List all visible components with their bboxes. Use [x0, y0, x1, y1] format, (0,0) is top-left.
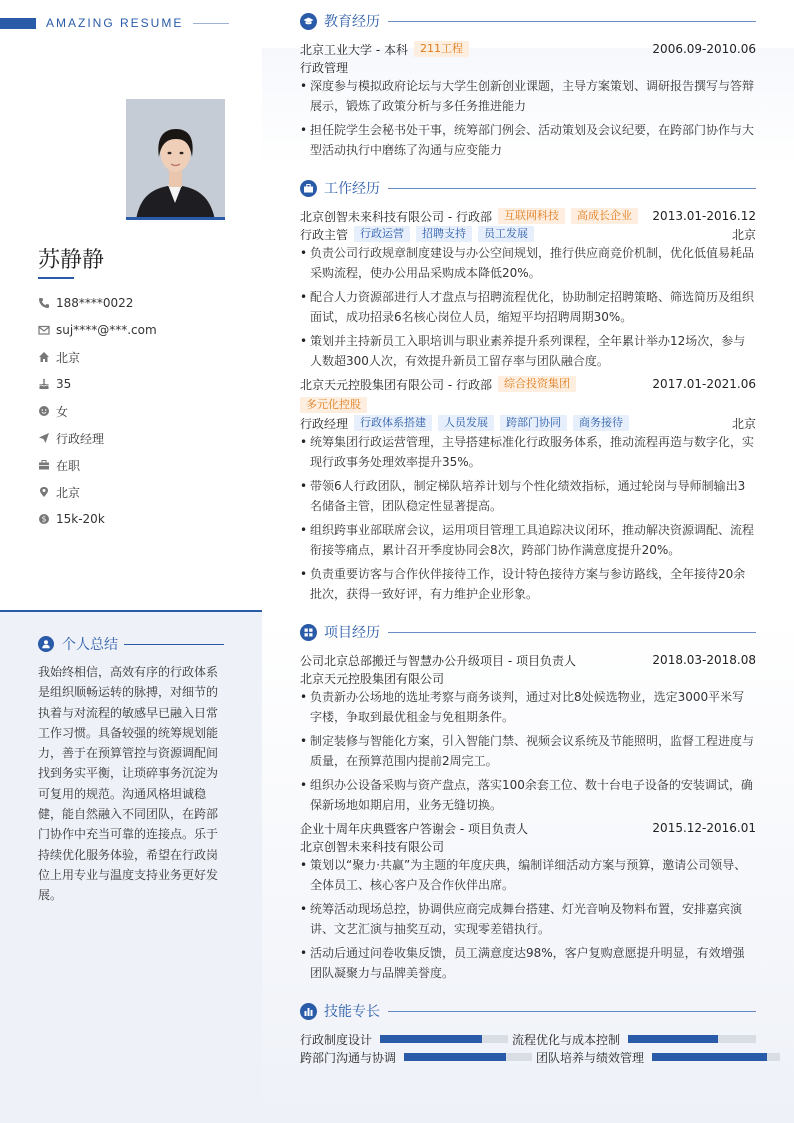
skill-item — [536, 1049, 780, 1065]
bar-chart-icon — [300, 1003, 317, 1020]
contact-text: 188****0022 — [56, 296, 134, 310]
contact-age — [38, 376, 238, 392]
skill-bar — [652, 1053, 780, 1061]
project-date: 2015.12-2016.01 — [652, 821, 756, 835]
avatar — [126, 99, 225, 220]
section-divider — [388, 188, 756, 189]
education-date: 2006.09-2010.06 — [652, 42, 756, 56]
project-company: 北京创智未来科技有限公司 — [300, 839, 445, 854]
skills-title: 技能专长 — [324, 1004, 380, 1020]
skill-tag: 商务接待 — [573, 415, 629, 431]
job-city: 北京 — [731, 227, 756, 242]
skill-tag: 人员发展 — [438, 415, 494, 431]
job-position-row — [300, 415, 756, 431]
contact-location — [38, 484, 238, 500]
job-company-row — [300, 376, 756, 392]
contact-text: suj****@***.com — [56, 323, 157, 337]
skill-bar — [404, 1053, 532, 1061]
skill-bar — [380, 1035, 508, 1043]
summary-divider — [124, 644, 224, 645]
graduation-cap-icon — [300, 13, 317, 30]
work-header — [300, 178, 756, 198]
contact-text: 在职 — [56, 458, 81, 473]
work-title: 工作经历 — [324, 181, 380, 197]
job-company-row — [300, 208, 756, 224]
job-bullet: • 组织跨事业部联席会议，运用项目管理工具追踪决议闭环，推动解决资源调配、流程衔接等痛点，累计召开季度协同会8次，跨部门协作满意度提升20%。 — [300, 520, 756, 560]
svg-text:$: $ — [41, 514, 47, 524]
job-bullet: • 带领6人行政团队，制定梯队培养计划与个性化绩效指标，通过轮岗与导师制输出3名储备主管，团队稳定性显著提高。 — [300, 476, 756, 516]
project-row — [300, 820, 756, 836]
summary-title: 个人总结 — [62, 637, 118, 653]
projects-title: 项目经历 — [324, 625, 380, 641]
name-underline — [38, 277, 74, 279]
contact-home — [38, 349, 238, 365]
cake-icon — [38, 378, 50, 390]
skill-tag: 员工发展 — [478, 226, 534, 242]
job-position-row — [300, 226, 756, 242]
skill-tag: 行政体系搭建 — [354, 415, 432, 431]
skill-level — [404, 1053, 506, 1061]
skill-tag: 跨部门协同 — [500, 415, 567, 431]
brand — [0, 15, 229, 31]
user-icon — [38, 636, 54, 652]
project-name: 企业十周年庆典暨客户答谢会 - 项目负责人 — [300, 821, 528, 836]
skill-name: 流程优化与成本控制 — [512, 1032, 621, 1047]
industry-tag: 综合投资集团 — [498, 376, 576, 392]
brand-bar — [0, 18, 36, 29]
contact-email — [38, 322, 238, 338]
education-row — [300, 41, 756, 57]
contact-text: 35 — [56, 377, 72, 391]
job-bullet: • 负责公司行政规章制度建设与办公空间规划，推行供应商竞价机制，优化低值易耗品采购流程，使办公用品采购成本降低20%。 — [300, 243, 756, 283]
section-divider — [388, 632, 756, 633]
summary-header — [38, 634, 224, 654]
education-title: 教育经历 — [324, 14, 380, 30]
location-icon — [38, 486, 50, 498]
briefcase-icon — [38, 459, 50, 471]
skill-tag: 行政运营 — [354, 226, 410, 242]
skill-name: 行政制度设计 — [300, 1032, 373, 1047]
project-row — [300, 652, 756, 668]
mail-icon — [38, 324, 50, 336]
project-bullet: • 策划以“聚力·共赢”为主题的年度庆典，编制详细活动方案与预算，邀请公司领导、全体员工、核心客户及合作伙伴出席。 — [300, 855, 756, 895]
contact-text: 北京 — [56, 350, 81, 365]
contact-phone — [38, 295, 238, 311]
contact-text: 15k-20k — [56, 512, 105, 526]
briefcase-icon — [300, 180, 317, 197]
section-divider — [388, 21, 756, 22]
salary-icon — [38, 513, 50, 525]
industry-tag: 高成长企业 — [571, 208, 638, 224]
project-bullet: • 制定装修与智能化方案，引入智能门禁、视频会议系统及节能照明，监督工程进度与质量，在预算范围内提前2周完工。 — [300, 731, 756, 771]
skill-item — [300, 1049, 532, 1065]
project-bullet: • 负责新办公场地的选址考察与商务谈判，通过对比8处候选物业，选定3000平米写字楼，争取到最优租金与免租期条件。 — [300, 687, 756, 727]
job-date: 2017.01-2021.06 — [652, 377, 756, 391]
project-date: 2018.03-2018.08 — [652, 653, 756, 667]
project-bullet: • 活动后通过问卷收集反馈，员工满意度达98%，客户复购意愿提升明显，有效增强团队凝聚力与品牌美誉度。 — [300, 943, 756, 983]
job-city: 北京 — [731, 416, 756, 431]
industry-tag: 多元化控股 — [300, 397, 367, 413]
skill-level — [628, 1035, 718, 1043]
brand-text: AMAZING RESUME — [46, 16, 184, 30]
school-name: 北京工业大学 - 本科 — [300, 42, 408, 57]
skill-tag: 招聘支持 — [416, 226, 472, 242]
send-icon — [38, 432, 50, 444]
project-company-row — [300, 670, 756, 686]
project-bullet: • 统筹活动现场总控，协调供应商完成舞台搭建、灯光音响及物料布置，安排嘉宾演讲、文艺汇演与抽奖互动，实现零差错执行。 — [300, 899, 756, 939]
project-company: 北京天元控股集团有限公司 — [300, 671, 445, 686]
job-bullet: • 策划并主持新员工入职培训与职业素养提升系列课程，全年累计举办12场次，参与人数超300人次，有效提升新员工留存率与团队融合度。 — [300, 331, 756, 371]
skills-header — [300, 1001, 756, 1021]
contact-status — [38, 457, 238, 473]
education-header — [300, 11, 756, 31]
phone-icon — [38, 297, 50, 309]
education-bullet: • 担任院学生会秘书处干事，统筹部门例会、活动策划及会议纪要，在跨部门协作与大型活动执行中磨练了沟通与应变能力 — [300, 120, 756, 160]
summary-text: 我始终相信，高效有序的行政体系是组织顺畅运转的脉搏，对细节的执着与对流程的敏感早已融入日常工作习惯。具备较强的统筹规划能力，善于在预算管控与资源调配间找到务实平衡，让琐碎事务沉淀为可复用的规范。沟通风格坦诚稳健，能自然融入不同团队，在跨部门协作中充当可靠的连接点。乐于持续优化服务体验，希望在行政岗位上用专业与温度支持业务更好发展。 — [38, 665, 219, 903]
job-tag-row — [300, 397, 756, 413]
skill-level — [652, 1053, 767, 1061]
contact-text: 北京 — [56, 485, 81, 500]
skill-item — [512, 1031, 756, 1047]
school-tag: 211工程 — [414, 41, 469, 57]
avatar-portrait — [126, 99, 225, 220]
job-bullet: • 负责重要访客与合作伙伴接待工作，设计特色接待方案与参访路线，全年接待20余批次，获得一致好评，有力维护企业形象。 — [300, 564, 756, 604]
skill-level — [380, 1035, 482, 1043]
job-bullet: • 配合人力资源部进行人才盘点与招聘流程优化，协助制定招聘策略、筛选简历及组织面试，成功招录6名核心岗位人员，缩短平均招聘周期30%。 — [300, 287, 756, 327]
skill-name: 团队培养与绩效管理 — [536, 1050, 645, 1065]
home-icon — [38, 351, 50, 363]
contact-text: 行政经理 — [56, 431, 105, 446]
major: 行政管理 — [300, 60, 349, 75]
contact-gender — [38, 403, 238, 419]
contact-text: 女 — [56, 404, 69, 419]
contact-salary — [38, 511, 238, 527]
projects-header — [300, 622, 756, 642]
job-date: 2013.01-2016.12 — [652, 209, 756, 223]
face-icon — [38, 405, 50, 417]
industry-tag: 互联网科技 — [498, 208, 565, 224]
project-name: 公司北京总部搬迁与智慧办公升级项目 - 项目负责人 — [300, 653, 576, 668]
project-company-row — [300, 838, 756, 854]
job-position: 行政主管 — [300, 227, 349, 242]
skill-item — [300, 1031, 508, 1047]
brand-line — [193, 23, 229, 24]
education-bullet: • 深度参与模拟政府论坛与大学生创新创业课题，主导方案策划、调研报告撰写与答辩展示，锻炼了政策分析与多任务推进能力 — [300, 76, 756, 116]
job-company: 北京天元控股集团有限公司 - 行政部 — [300, 377, 492, 392]
grid-icon — [300, 624, 317, 641]
skill-name: 跨部门沟通与协调 — [300, 1050, 397, 1065]
project-bullet: • 组织办公设备采购与资产盘点，落实100余套工位、数十台电子设备的安装调试，确保新场地如期启用，业务无缝切换。 — [300, 775, 756, 815]
job-position: 行政经理 — [300, 416, 349, 431]
job-company: 北京创智未来科技有限公司 - 行政部 — [300, 209, 492, 224]
major-row — [300, 59, 756, 75]
person-name: 苏静静 — [38, 248, 105, 273]
skill-bar — [628, 1035, 756, 1043]
contact-position — [38, 430, 238, 446]
job-bullet: • 统筹集团行政运营管理，主导搭建标准化行政服务体系，推动流程再造与数字化，实现行政事务处理效率提升35%。 — [300, 432, 756, 472]
section-divider — [388, 1011, 756, 1012]
